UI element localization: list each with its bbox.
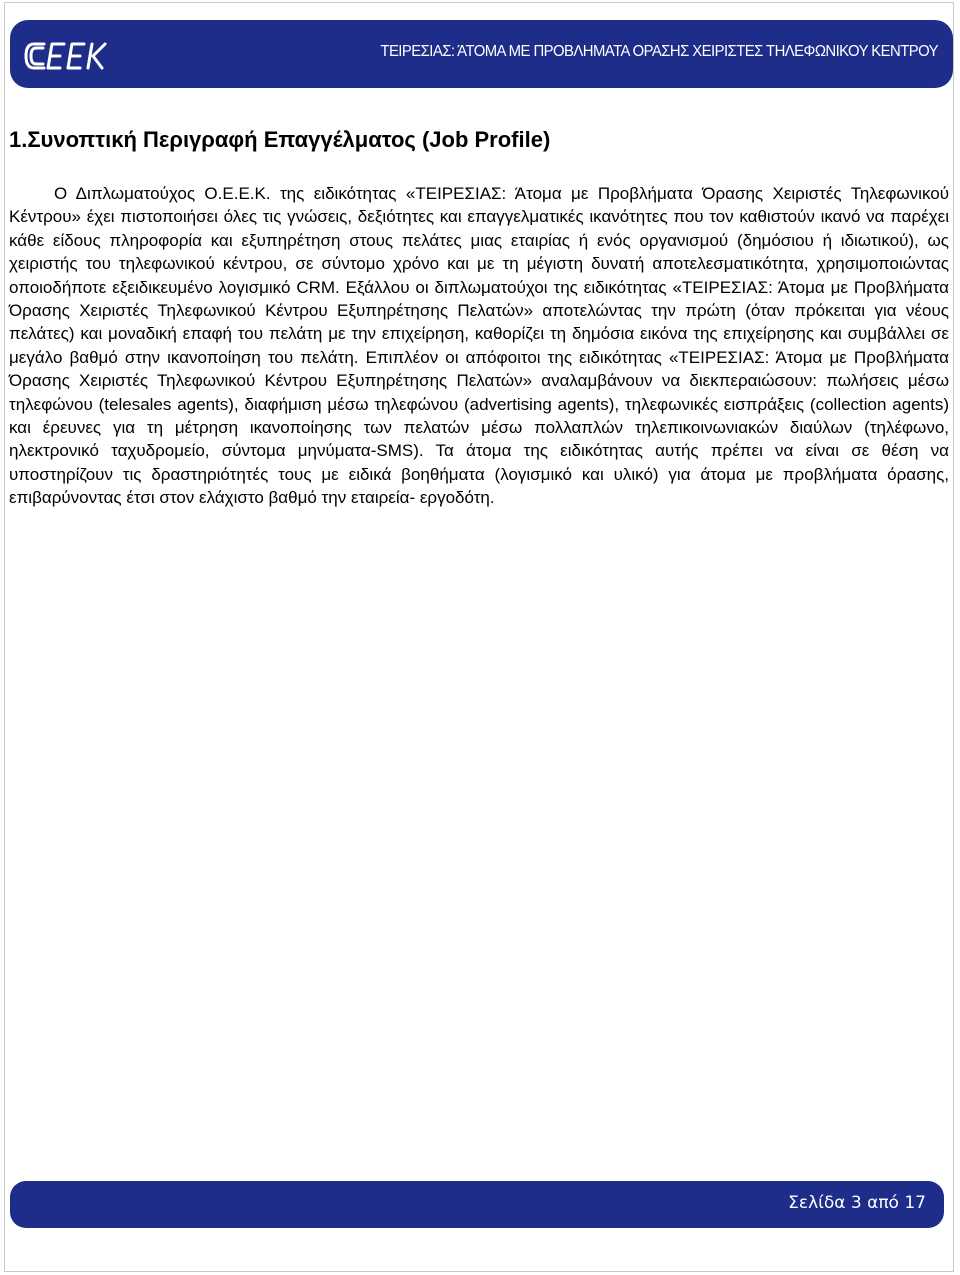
page-number: Σελίδα 3 από 17: [788, 1193, 926, 1213]
job-profile-paragraph: Ο Διπλωματούχος Ο.Ε.Ε.Κ. της ειδικότητας «ΤΕΙΡΕΣΙΑΣ: Άτομα με Προβλήματα Όρασης Χειριστές Τηλεφωνικού Κέντρου» έχει πιστοποιήσει όλες τις γνώσεις, δεξιότητες και επαγγελματικές ικανότητες που τον καθιστούν ικανό να παρέχει κάθε είδους πληροφορία και εξυπηρέτηση στους πελάτες μιας εταιρίας ή ενός οργανισμού (δημόσιου ή ιδιωτικού), ως χειριστής του τηλεφωνικού κέντρου, σε σύντομο χρόνο και με τη μέγιστη δυνατή αποτελεσματικότητα, χρησιμοποιώντας οποιοδήποτε εξειδικευμένο λογισμικό CRM. Εξάλλου οι διπλωματούχοι της ειδικότητας «ΤΕΙΡΕΣΙΑΣ: Άτομα με Προβλήματα Όρασης Χειριστές Τηλεφωνικού Κέντρου Εξυπηρέτησης Πελατών» αποτελώντας την πρώτη (όταν πρόκειται για νέους πελάτες) και μοναδική επαφή του πελάτη με την επιχείρηση, καθορίζει τη δημόσια εικόνα της επιχείρησης και συμβάλλει σε μεγάλο βαθμό στην ικανοποίηση του πελάτη. Επιπλέον οι απόφοιτοι της ειδικότητας «ΤΕΙΡΕΣΙΑΣ: Άτομα με Προβλήματα Όρασης Χειριστές Τηλεφωνικού Κέντρου Εξυπηρέτησης Πελατών» αναλαμβάνουν να διεκπεραιώσουν: πωλήσεις μέσω τηλεφώνου (telesales agents), διαφήμιση μέσω τηλεφώνου (advertising agents), τηλεφωνικές εισπράξεις (collection agents) και έρευνες για τη μέτρηση ικανοποίησης των πελατών μέσω πολλαπλών τηλεπικοινωνιακών διαύλων (τηλέφωνο, ηλεκτρονικό ταχυδρομείο, σύντομα μηνύματα-SMS). Τα άτομα της ειδικότητας αυτής πρέπει να είναι σε θέση να υποστηρίζουν τις δραστηριότητές τους με ειδικά βοηθήματα (λογισμικό και υλικό) για άτομα με προβλήματα όρασης, επιβαρύνοντας έτσι στον ελάχιστο βαθμό την εταιρεία- εργοδότη.: [9, 184, 949, 508]
section-heading: 1.Συνοπτική Περιγραφή Επαγγέλματος (Job Profile): [9, 127, 551, 152]
ceek-logo-icon: [22, 38, 108, 74]
header-title: ΤΕΙΡΕΣΙΑΣ: ΆΤΟΜΑ ΜΕ ΠΡΟΒΛΗΜΑΤΑ ΟΡΑΣΗΣ ΧΕΙΡΙΣΤΕΣ ΤΗΛΕΦΩΝΙΚΟΥ ΚΕΝΤΡΟΥ: [380, 43, 938, 60]
